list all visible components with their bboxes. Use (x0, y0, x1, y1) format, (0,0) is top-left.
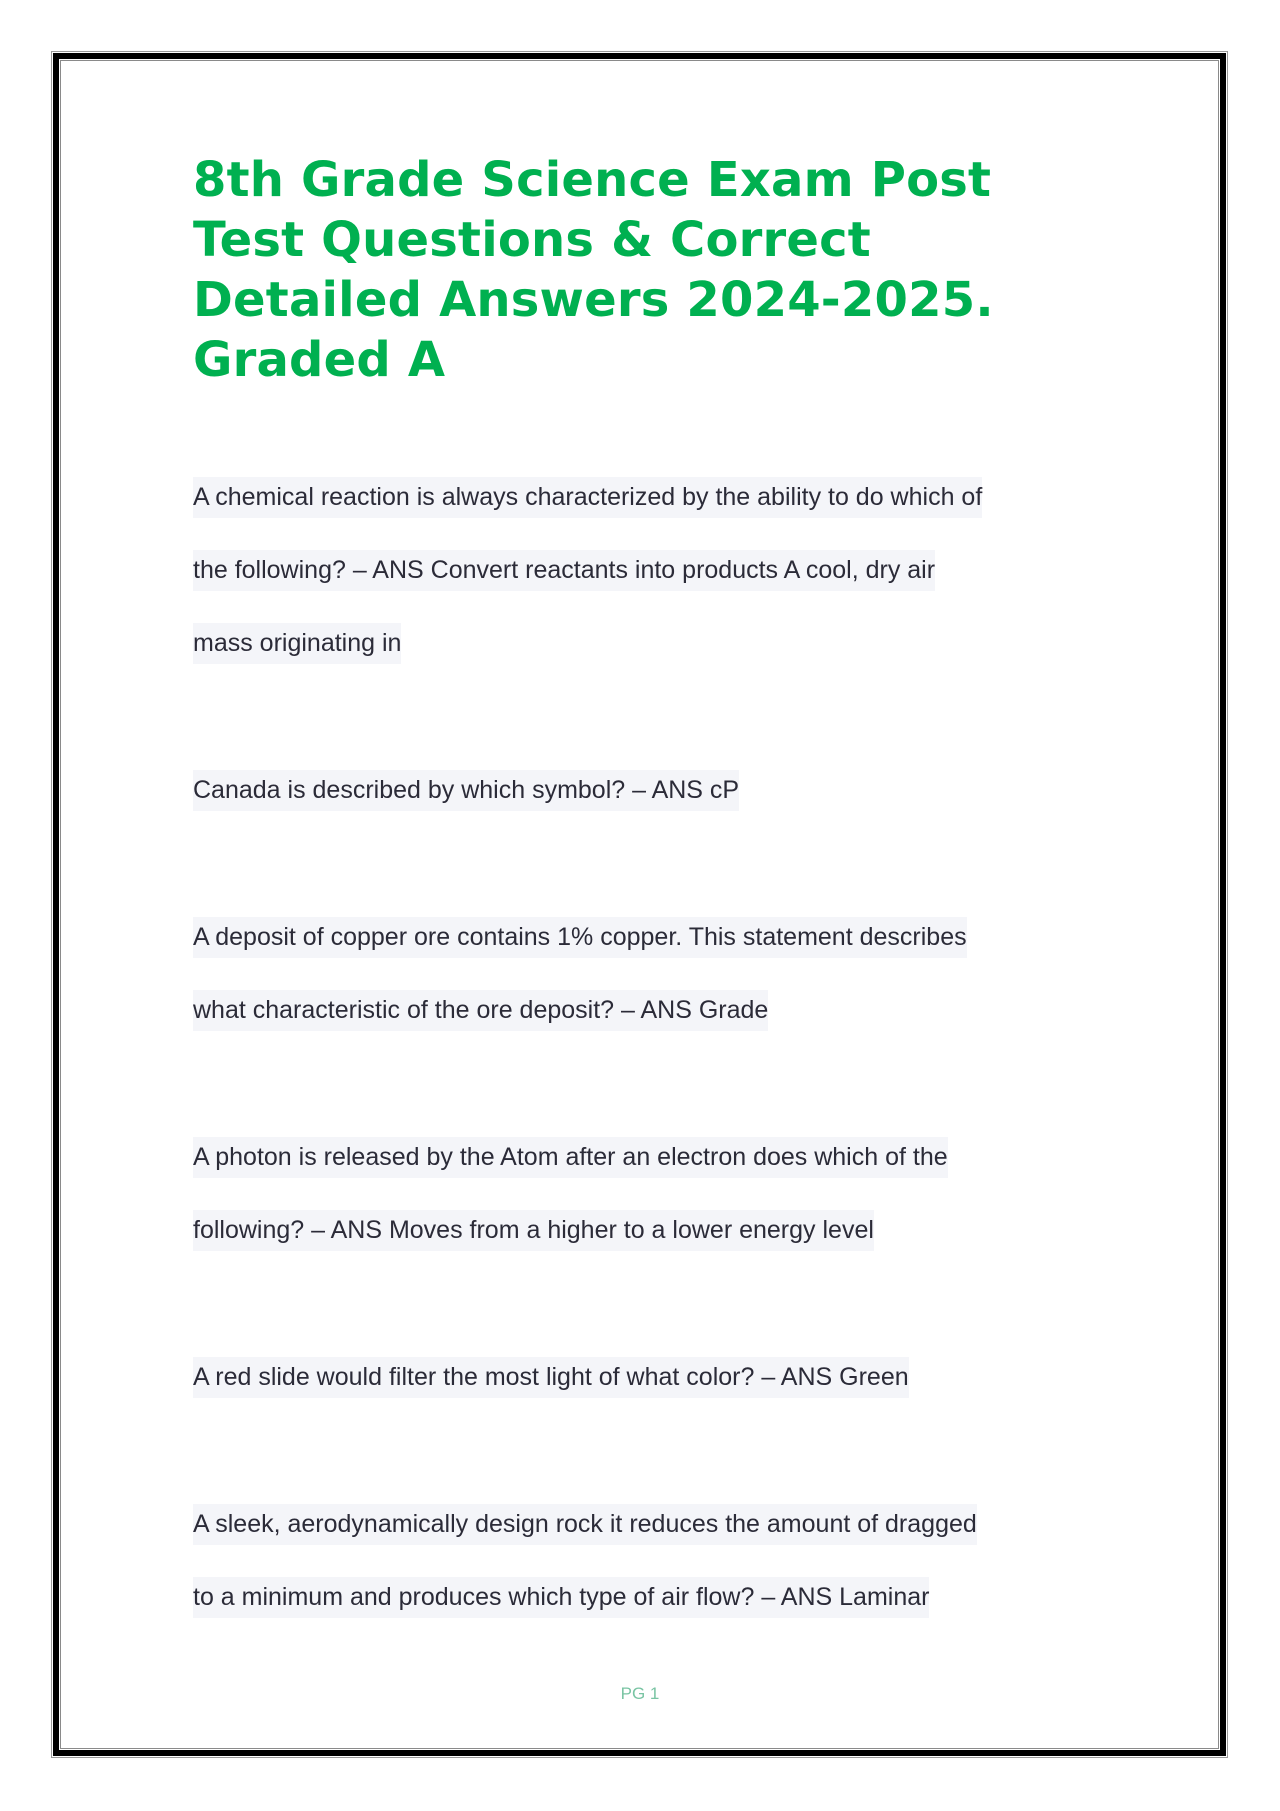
qa-text: what characteristic of the ore deposit? – ANS Grade (193, 990, 768, 1031)
qa-text: A red slide would filter the most light of what color? – ANS Green (193, 1357, 909, 1398)
page-number: PG 1 (620, 1684, 660, 1703)
qa-item (193, 1488, 1093, 1634)
title-line: Detailed Answers 2024-2025. (193, 272, 994, 328)
qa-text: mass originating in (193, 623, 401, 664)
qa-line (193, 1341, 1093, 1414)
qa-text: A sleek, aerodynamically design rock it reduces the amount of dragged (193, 1504, 977, 1545)
qa-text: to a minimum and produces which type of air flow? – ANS Laminar (193, 1577, 929, 1618)
qa-item (193, 1341, 1093, 1414)
qa-line (193, 974, 1093, 1047)
qa-text: A deposit of copper ore contains 1% copper. This statement describes (193, 917, 967, 958)
qa-text: following? – ANS Moves from a higher to a lower energy level (193, 1210, 874, 1251)
qa-line (193, 534, 1093, 607)
qa-item (193, 901, 1093, 1047)
qa-line (193, 1488, 1093, 1561)
qa-line (193, 754, 1093, 827)
qa-line (193, 1561, 1093, 1634)
qa-item (193, 1121, 1093, 1267)
title-line: Graded A (193, 332, 446, 388)
qa-item (193, 754, 1093, 827)
title-line: Test Questions & Correct (193, 212, 871, 268)
title-line: 8th Grade Science Exam Post (193, 152, 992, 208)
qa-line (193, 607, 1093, 680)
qa-text: A photon is released by the Atom after an electron does which of the (193, 1137, 948, 1178)
qa-line (193, 1121, 1093, 1194)
qa-text: A chemical reaction is always characterized by the ability to do which of (193, 477, 982, 518)
qa-item (193, 461, 1093, 680)
qa-list (193, 461, 1093, 1634)
document-title (193, 150, 1093, 390)
qa-line (193, 461, 1093, 534)
qa-line (193, 901, 1093, 974)
qa-text: Canada is described by which symbol? – ANS cP (193, 770, 739, 811)
qa-line (193, 1194, 1093, 1267)
qa-text: the following? – ANS Convert reactants into products A cool, dry air (193, 550, 935, 591)
page-content (193, 150, 1093, 1634)
